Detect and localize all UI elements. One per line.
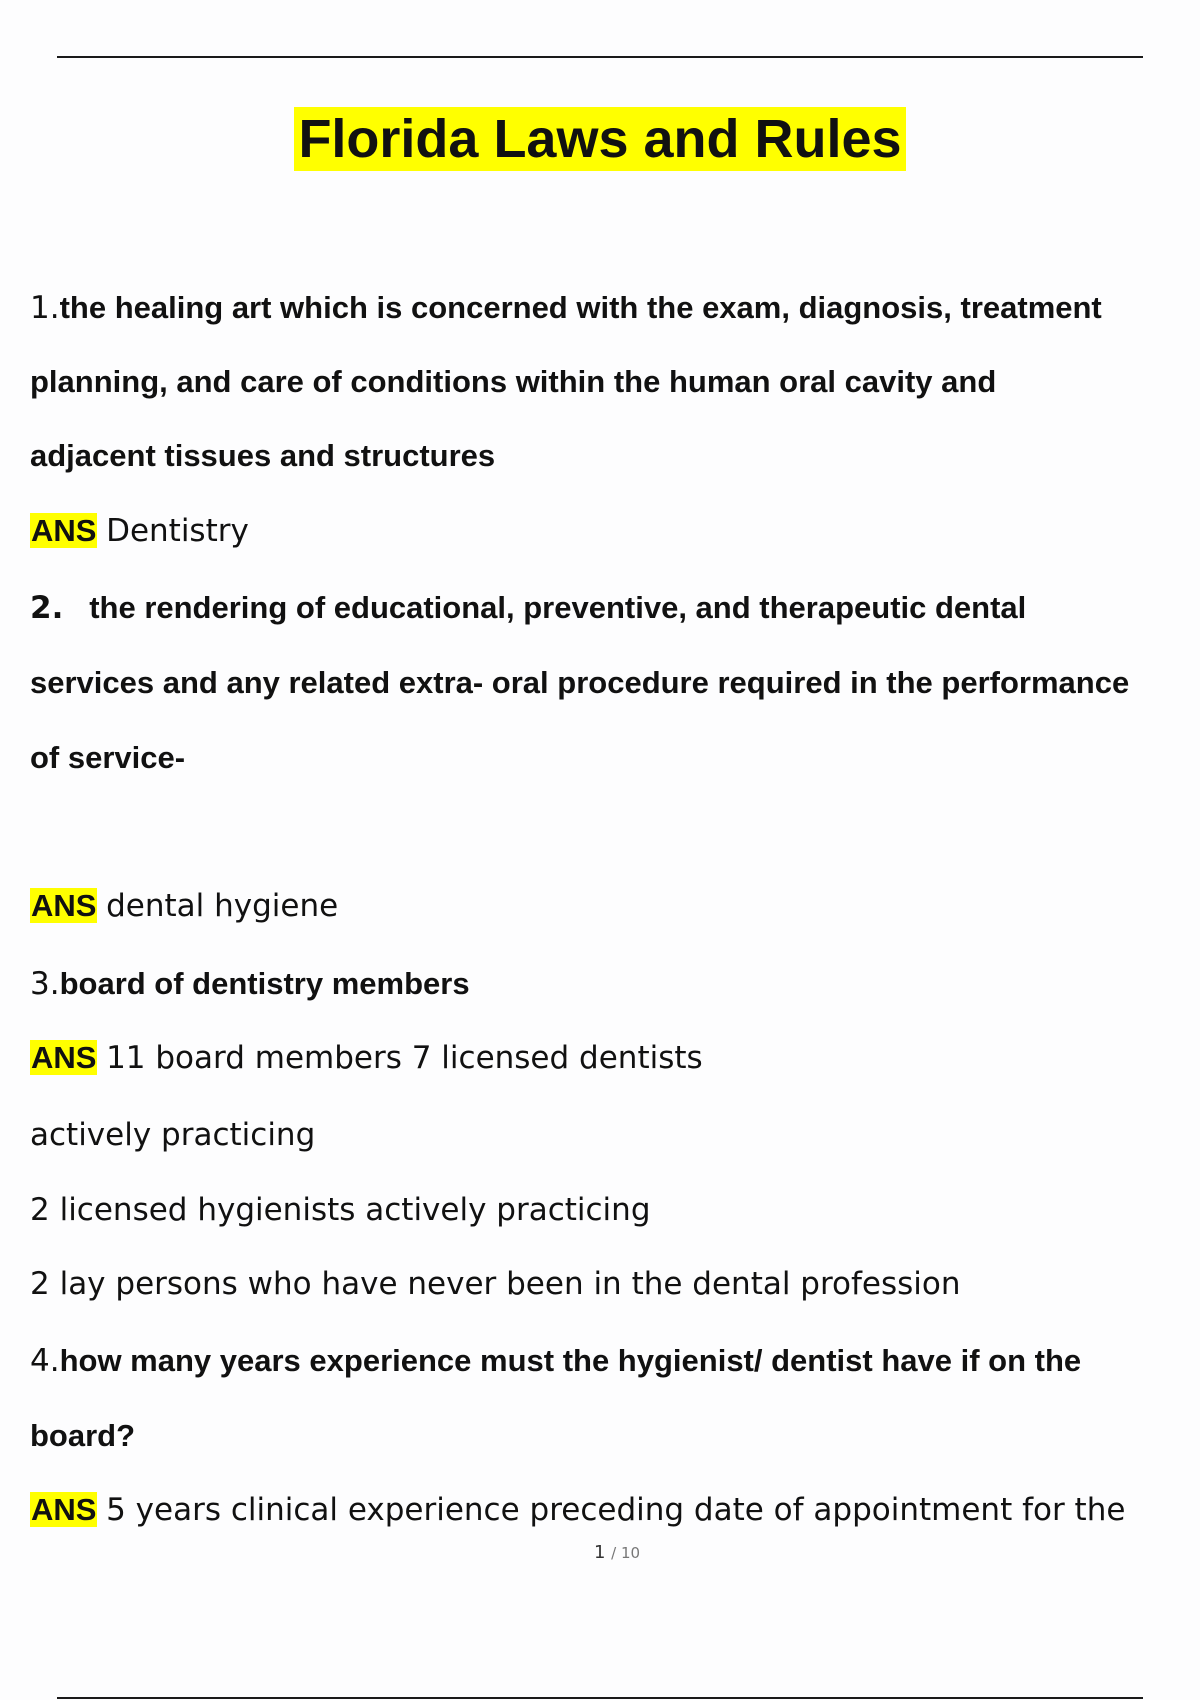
question-4-line-2: board? — [30, 1418, 136, 1453]
answer-3-line-2: actively practicing — [30, 1117, 316, 1153]
question-3-number: 3. — [30, 966, 60, 1002]
question-4-text-1: how many years experience must the hygienist/ dentist have if on the — [59, 1343, 1082, 1378]
question-2-line-3: of service- — [30, 740, 186, 775]
ans-tag: ANS — [31, 1492, 97, 1527]
answer-4 — [30, 1492, 1180, 1528]
question-2-number: 2. — [30, 590, 64, 626]
answer-1 — [30, 513, 1180, 549]
page-indicator — [0, 1542, 1200, 1563]
answer-3-text-1: 11 board members 7 licensed dentists — [106, 1040, 703, 1076]
question-1-text-1: the healing art which is concerned with the exam, diagnosis, treatment — [59, 290, 1102, 325]
question-1-number: 1. — [30, 290, 60, 326]
top-rule — [57, 56, 1143, 58]
title-text: Florida Laws and Rules — [294, 107, 905, 171]
document-title — [0, 108, 1200, 170]
question-2-line-1 — [30, 590, 1180, 626]
question-3-text-1: board of dentistry members — [59, 966, 470, 1001]
question-2-text-1: the rendering of educational, preventive, and therapeutic dental — [89, 590, 1027, 625]
question-3-line-1 — [30, 966, 1180, 1002]
answer-4-text: 5 years clinical experience preceding date of appointment for the — [106, 1492, 1126, 1528]
answer-1-text: Dentistry — [106, 513, 249, 549]
page-total: / 10 — [611, 1544, 641, 1562]
ans-tag: ANS — [31, 513, 97, 548]
ans-tag: ANS — [31, 888, 97, 923]
question-2-line-2: services and any related extra- oral procedure required in the performance — [30, 665, 1130, 700]
question-4-line-1 — [30, 1343, 1180, 1379]
bottom-rule — [57, 1697, 1143, 1699]
answer-2 — [30, 888, 1180, 924]
question-4-number: 4. — [30, 1343, 60, 1379]
answer-3-line-1 — [30, 1040, 1180, 1076]
question-1-line-1 — [30, 290, 1180, 326]
ans-tag: ANS — [31, 1040, 97, 1075]
question-1-line-3: adjacent tissues and structures — [30, 438, 496, 473]
answer-3-line-4: 2 lay persons who have never been in the dental profession — [30, 1266, 961, 1302]
answer-2-text: dental hygiene — [106, 888, 339, 924]
page-current: 1 — [593, 1542, 606, 1563]
answer-3-line-3: 2 licensed hygienists actively practicing — [30, 1192, 651, 1228]
question-1-line-2: planning, and care of conditions within the human oral cavity and — [30, 364, 997, 399]
